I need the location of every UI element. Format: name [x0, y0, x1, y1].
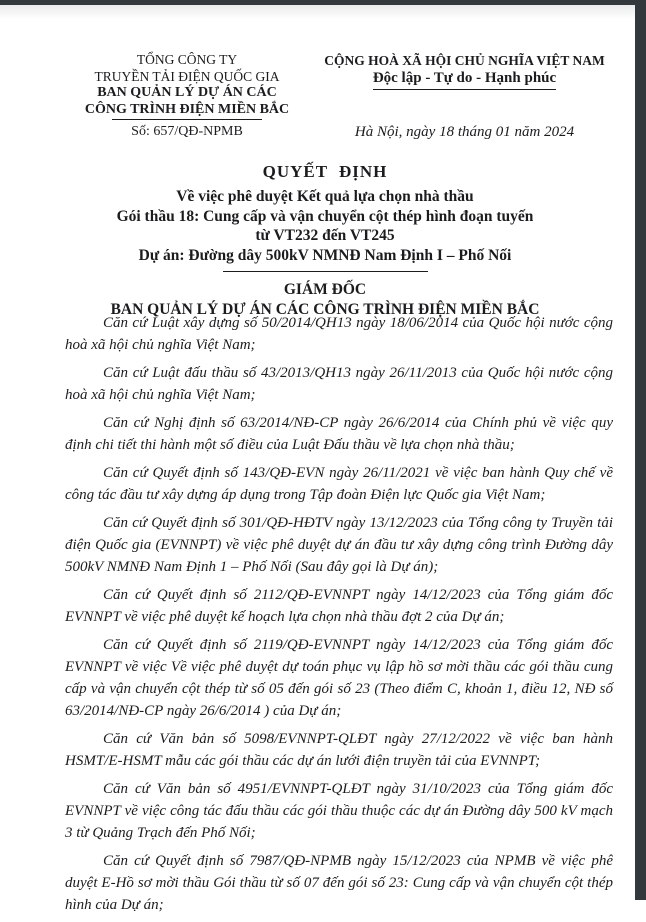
org-name-line2: TRUYỀN TẢI ĐIỆN QUỐC GIA [94, 68, 280, 84]
recital-paragraph: Căn cứ Văn bản số 4951/EVNNPT-QLĐT ngày 31/10/2023 của Tổng giám đốc EVNNPT về việc công tác đấu thầu các gói thầu thuộc các dự án Đường dây 500 kV mạch 3 từ Quảng Trạch đến Phố Nối; [65, 781, 613, 841]
recital-paragraph: Căn cứ Nghị định số 63/2014/NĐ-CP ngày 26/6/2014 của Chính phủ về việc quy định chi tiết thi hành một số điều của Luật Đấu thầu về lựa chọn nhà thầu; [65, 415, 613, 453]
viewer-top-shadow [0, 5, 646, 19]
viewer-right-band [635, 0, 646, 900]
recital-paragraph: Căn cứ Quyết định số 143/QĐ-EVN ngày 26/11/2021 về việc ban hành Quy chế về công tác đầu tư xây dựng áp dụng trong Tập đoàn Điện lực Quốc gia Việt Nam; [65, 465, 613, 503]
title-underline [223, 271, 428, 272]
recital-paragraph: Căn cứ Quyết định số 2119/QĐ-EVNNPT ngày 14/12/2023 của Tổng giám đốc EVNNPT về việc Về việc phê duyệt dự toán phục vụ lập hồ sơ mời thầu các gói thầu cung cấp và vận chuyển cột thép từ số 05 đến gói số 23 (Theo điểm C, khoản 1, điều 12, NĐ số 63/2014/NĐ-CP ngày 26/6/2014 ) của Dự án; [65, 637, 613, 719]
decision-subject-line2: Gói thầu 18: Cung cấp và vận chuyển cột thép hình đoạn tuyến [116, 207, 534, 225]
issuer-title: GIÁM ĐỐC [283, 281, 367, 298]
recital-paragraph: Căn cứ Luật đấu thầu số 43/2013/QH13 ngày 26/11/2013 của Quốc hội nước cộng hoà xã hội chủ nghĩa Việt Nam; [65, 365, 613, 403]
national-motto: Độc lập - Tự do - Hạnh phúc [373, 69, 556, 90]
decision-subject-line1: Về việc phê duyệt Kết quả lựa chọn nhà thầu [176, 188, 474, 205]
document-number: Số: 657/QĐ-NPMB [131, 124, 243, 139]
decision-title-block [40, 161, 610, 320]
national-header-block [312, 52, 617, 141]
issuing-org-block [62, 52, 312, 141]
recital-paragraph: Căn cứ Văn bản số 5098/EVNNPT-QLĐT ngày 27/12/2022 về việc ban hành HSMT/E-HSMT mẫu các gói thầu các dự án lưới điện truyền tải của EVNNPT; [65, 731, 613, 769]
recitals-section [65, 312, 613, 922]
decision-subject-line3: từ VT232 đến VT245 [255, 227, 395, 244]
national-title: CỘNG HOÀ XÃ HỘI CHỦ NGHĨA VIỆT NAM [324, 53, 605, 68]
recital-paragraph: Căn cứ Quyết định số 7987/QĐ-NPMB ngày 15/12/2023 của NPMB về việc phê duyệt E-Hồ sơ mời thầu Gói thầu từ số 07 đến gói số 23: Cung cấp và vận chuyển cột thép hình của Dự án; [65, 853, 613, 913]
decision-subject-line4: Dự án: Đường dây 500kV NMNĐ Nam Định I – Phố Nối [138, 246, 512, 264]
viewer-top-bar [0, 0, 646, 5]
recital-paragraph: Căn cứ Luật xây dựng số 50/2014/QH13 ngày 18/06/2014 của Quốc hội nước cộng hoà xã hội chủ nghĩa Việt Nam; [65, 315, 613, 353]
decision-heading: QUYẾT ĐỊNH [262, 162, 388, 181]
recital-paragraph: Căn cứ Quyết định số 301/QĐ-HĐTV ngày 13/12/2023 của Tổng công ty Truyền tải điện Quốc gia (EVNNPT) về việc phê duyệt dự án đầu tư xây dựng công trình Đường dây 500kV NMNĐ Nam Định 1 – Phố Nối (Sau đây gọi là Dự án); [65, 515, 613, 575]
org-underline [112, 119, 262, 120]
org-name-line4: CÔNG TRÌNH ĐIỆN MIỀN BẮC [84, 101, 290, 117]
org-name-line1: TỔNG CÔNG TY [136, 52, 238, 67]
date-line: Hà Nội, ngày 18 tháng 01 năm 2024 [354, 124, 575, 140]
recital-paragraph: Căn cứ Quyết định số 2112/QĐ-EVNNPT ngày 14/12/2023 của Tổng giám đốc EVNNPT về việc phê duyệt kế hoạch lựa chọn nhà thầu đợt 2 của Dự án; [65, 587, 613, 625]
document-header [0, 52, 635, 141]
issuer-org: BAN QUẢN LÝ DỰ ÁN CÁC CÔNG TRÌNH ĐIỆN MIỀN BẮC [110, 301, 540, 318]
org-name-line3: BAN QUẢN LÝ DỰ ÁN CÁC [97, 85, 277, 100]
